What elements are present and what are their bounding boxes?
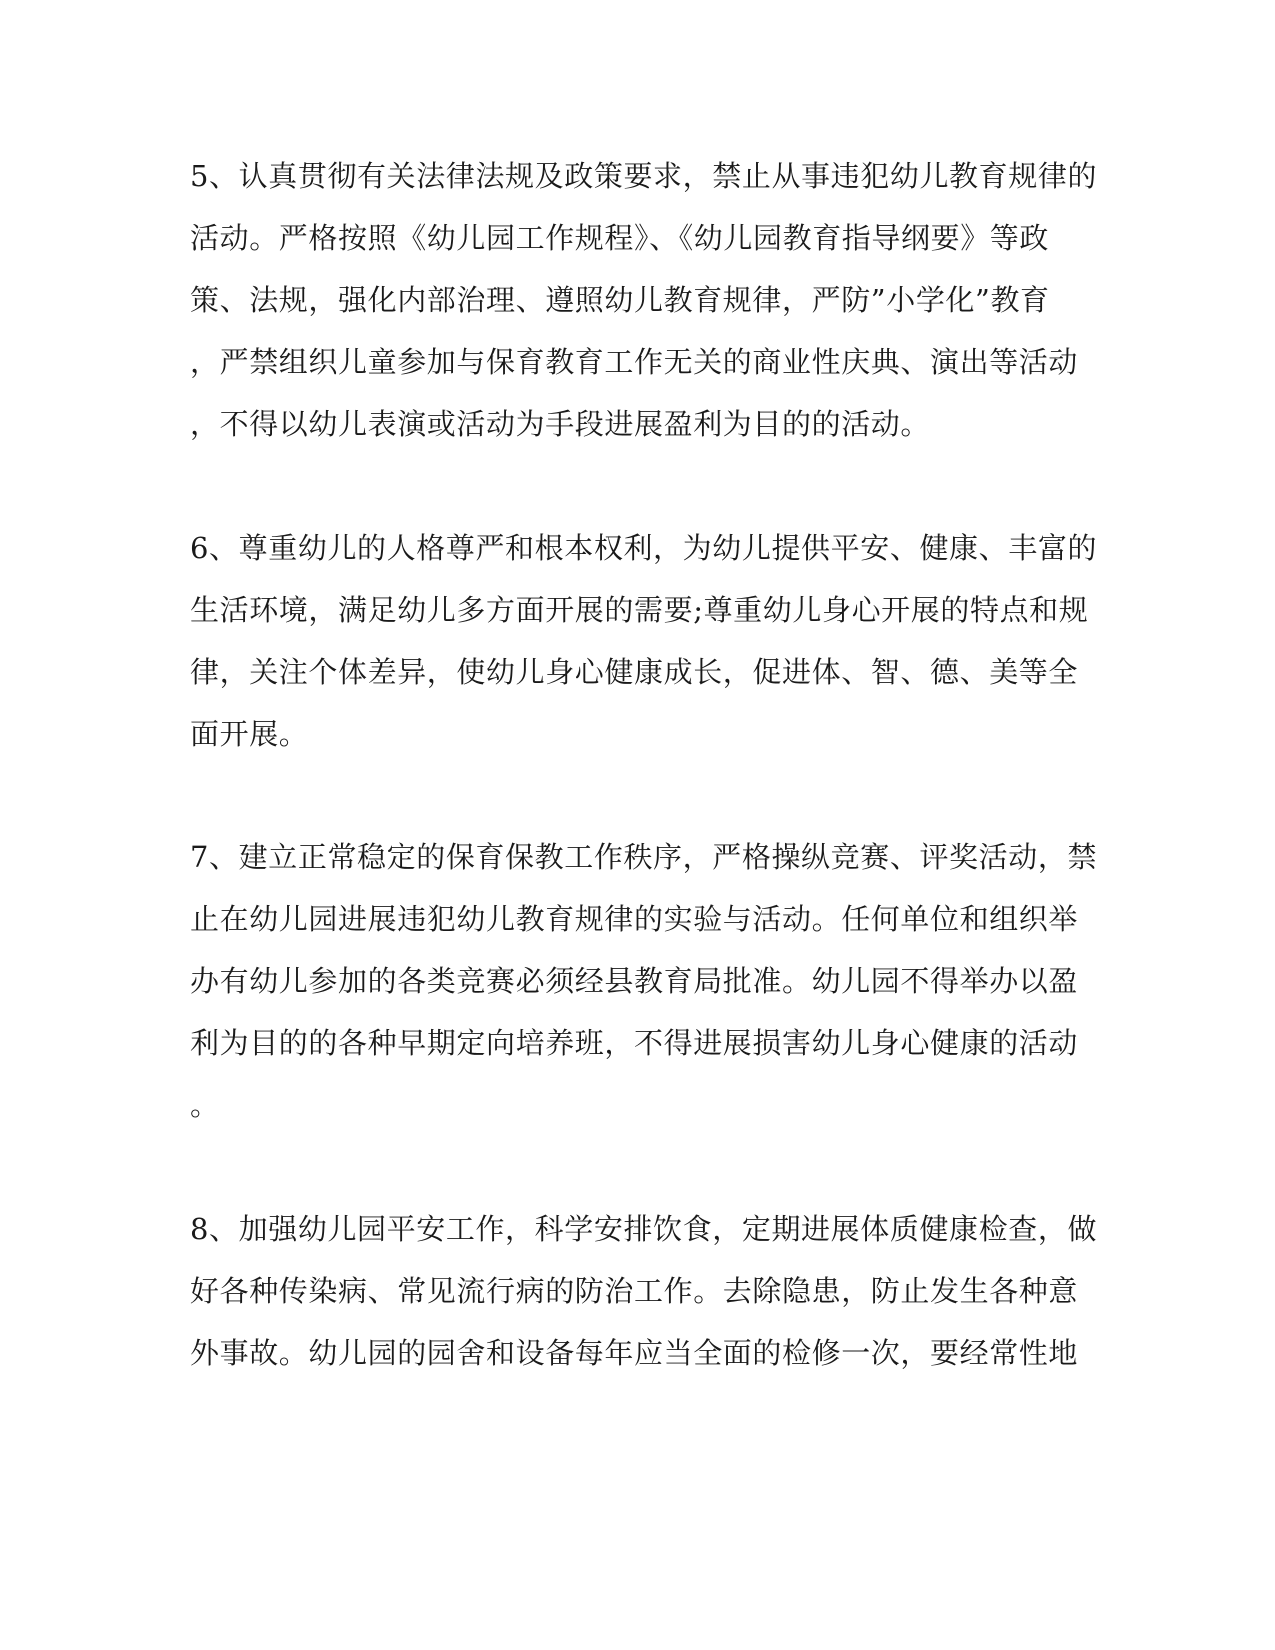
paragraph-7-line-1: 7、建立正常稳定的保育保教工作秩序，严格操纵竞赛、评奖活动，禁 (190, 840, 1098, 874)
paragraph-7-line-5: 。 (190, 1088, 220, 1122)
paragraph-6-line-1: 6、尊重幼儿的人格尊严和根本权利，为幼儿提供平安、健康、丰富的 (190, 531, 1098, 565)
paragraph-5-line-3: 策、法规，强化内部治理、遵照幼儿教育规律，严防”小学化”教育 (190, 283, 1050, 317)
paragraph-6-line-3: 律，关注个体差异，使幼儿身心健康成长，促进体、智、德、美等全 (190, 655, 1079, 689)
paragraph-6-line-4: 面开展。 (190, 717, 309, 751)
paragraph-8-line-3: 外事故。幼儿园的园舍和设备每年应当全面的检修一次，要经常性地 (190, 1336, 1079, 1370)
paragraph-7-line-3: 办有幼儿参加的各类竞赛必须经县教育局批准。幼儿园不得举办以盈 (190, 964, 1079, 998)
paragraph-8-line-2: 好各种传染病、常见流行病的防治工作。去除隐患，防止发生各种意 (190, 1274, 1079, 1308)
paragraph-5-line-2: 活动。严格按照《幼儿园工作规程》、《幼儿园教育指导纲要》等政 (190, 221, 1050, 255)
paragraph-5-line-1: 5、认真贯彻有关法律法规及政策要求，禁止从事违犯幼儿教育规律的 (190, 159, 1098, 193)
paragraph-6-line-2: 生活环境，满足幼儿多方面开展的需要;尊重幼儿身心开展的特点和规 (190, 593, 1089, 627)
paragraph-5-line-5: ，不得以幼儿表演或活动为手段进展盈利为目的的活动。 (190, 407, 931, 441)
paragraph-5-line-4: ，严禁组织儿童参加与保育教育工作无关的商业性庆典、演出等活动 (190, 345, 1079, 379)
paragraph-7-line-2: 止在幼儿园进展违犯幼儿教育规律的实验与活动。任何单位和组织举 (190, 902, 1079, 936)
paragraph-8-line-1: 8、加强幼儿园平安工作，科学安排饮食，定期进展体质健康检查，做 (190, 1212, 1098, 1246)
paragraph-7-line-4: 利为目的的各种早期定向培养班，不得进展损害幼儿身心健康的活动 (190, 1026, 1079, 1060)
